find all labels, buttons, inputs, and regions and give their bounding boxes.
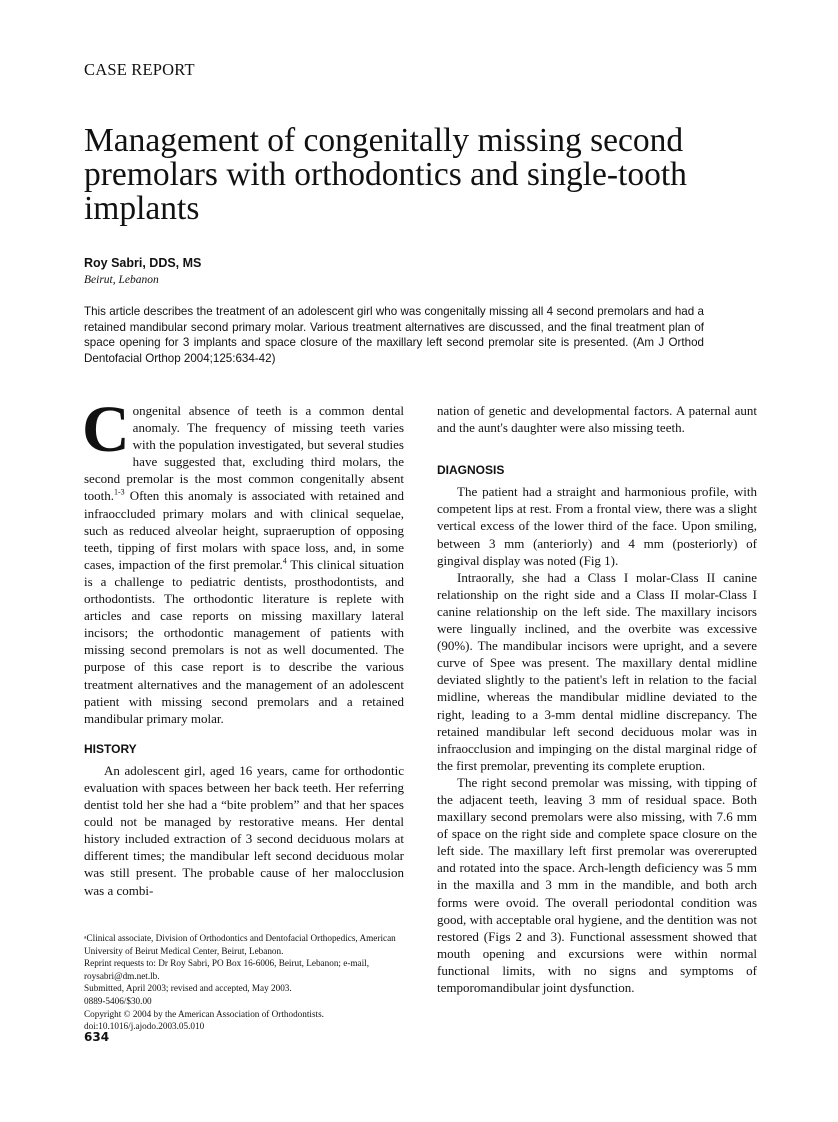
footnotes	[84, 932, 404, 1033]
footnote-submitted: Submitted, April 2003; revised and accepted, May 2003.	[84, 983, 292, 994]
author-affiliation: Beirut, Lebanon	[84, 274, 159, 286]
footnote-issn: 0889-5406/$30.00	[84, 995, 152, 1006]
intro-paragraph: Congenital absence of teeth is a common dental anomaly. The frequency of missing teeth varies with the population investigated, but several studies have suggested that, excluding third molars, the second premolar is the most common congenitally absent tooth.$^{1-3}$ Often this anomaly is associated with retained and infraoccluded primary molars and with clinical sequelae, such as reduced alveolar height, supraeruption of opposing teeth, tipping of first molars with space loss, and, in some cases, impaction of the first premolar.$^4$ This clinical situation is a challenge to pediatric dentists, prosthodontists, and orthodontists. The orthodontic literature is replete with articles and case reports on missing maxillary lateral incisors; the orthodontic management of patients with missing second premolars is not as well documented. The purpose of this case report is to describe the various treatment alternatives and the management of an adolescent patient with missing second premolars and a retained mandibular primary molar.	[82, 393, 404, 726]
citation-superscript: 1-3	[113, 488, 125, 498]
right-column	[437, 402, 757, 996]
history-paragraph-continued: nation of genetic and developmental factors. A paternal aunt and the aunt's daughter were also missing teeth.	[437, 403, 757, 436]
citation-superscript: 4	[282, 556, 287, 566]
author-name: Roy Sabri, DDS, MS	[84, 256, 202, 270]
article-title: Management of congenitally missing second premolars with orthodontics and single-tooth implants	[84, 122, 687, 227]
diagnosis-paragraph: The right second premolar was missing, with tipping of the adjacent teeth, leaving 3 mm of residual space. Both maxillary second premolars were also missing, with 7.6 mm of space on the right side and complete space closure on the left side. The maxillary left first premolar was overerupted and rotated into the space. Arch-length deficiency was 5 mm in the maxilla and 3 mm in the mandible, and both arch forms were ovoid. The overall periodontal condition was good, with acceptable oral hygiene, and the dentition was not restored (Figs 2 and 3). Functional assessment showed that mouth opening and excursions were within normal functional limits, with no signs and symptoms of temporomandibular joint dysfunction.	[437, 774, 757, 995]
left-column	[82, 393, 404, 899]
footnote-doi: doi:10.1016/j.ajodo.2003.05.010	[84, 1021, 205, 1032]
diagnosis-paragraph: Intraorally, she had a Class I molar-Class II canine relationship on the right side and a Class II molar-Class I canine relationship on the left side. The maxillary incisors were lingually inclined, and the overbite was excessive (90%). The mandibular incisors were upright, and a severe curve of Spee was present. The maxillary dental midline deviated slightly to the patient's left in relation to the facial midline, whereas the mandibular midline deviated to the right, leading to a 3-mm dental midline discrepancy. The retained mandibular left second deciduous molar was in infraocclusion and impinging on the distal marginal ridge of the first premolar, preventing its complete eruption.	[437, 569, 757, 773]
diagnosis-paragraph: The patient had a straight and harmonious profile, with competent lips at rest. From a frontal view, there was a slight vertical excess of the lower third of the face. Upon smiling, between 3 mm (anteriorly) and 4 mm (posteriorly) of gingival display was noted (Fig 1).	[437, 484, 757, 568]
section-heading-history: HISTORY	[84, 741, 137, 756]
abstract: This article describes the treatment of an adolescent girl who was congenitally missing all 4 second premolars and had a retained mandibular second primary molar. Various treatment alternatives are discussed, and the final treatment plan of space opening for 3 implants and space closure of the maxillary left second premolar site is presented. (Am J Orthod Dentofacial Orthop 2004;125:634-42)	[84, 305, 704, 365]
section-heading-diagnosis: DIAGNOSIS	[437, 463, 505, 478]
drop-cap: C	[82, 393, 130, 466]
footnote-reprint: Reprint requests to: Dr Roy Sabri, PO Box 16-6006, Beirut, Lebanon; e-mail, roysabri@dm.net.lb.	[84, 958, 370, 981]
footnote-affiliation: ᵃClinical associate, Division of Orthodontics and Dentofacial Orthopedics, American University of Beirut Medical Center, Beirut, Lebanon.	[84, 933, 396, 956]
section-label: CASE REPORT	[84, 60, 195, 79]
page-number: 634	[84, 1030, 110, 1044]
footnote-copyright: Copyright © 2004 by the American Association of Orthodontists.	[84, 1008, 324, 1019]
history-paragraph: An adolescent girl, aged 16 years, came for orthodontic evaluation with spaces between her back teeth. Her referring dentist told her she had a “bite problem” and that her spaces could not be managed by restorative means. Her dental history included extraction of 3 second deciduous molars at different times; the mandibular left second deciduous molar was still present. The probable cause of her malocclusion was a combi-	[84, 762, 404, 898]
